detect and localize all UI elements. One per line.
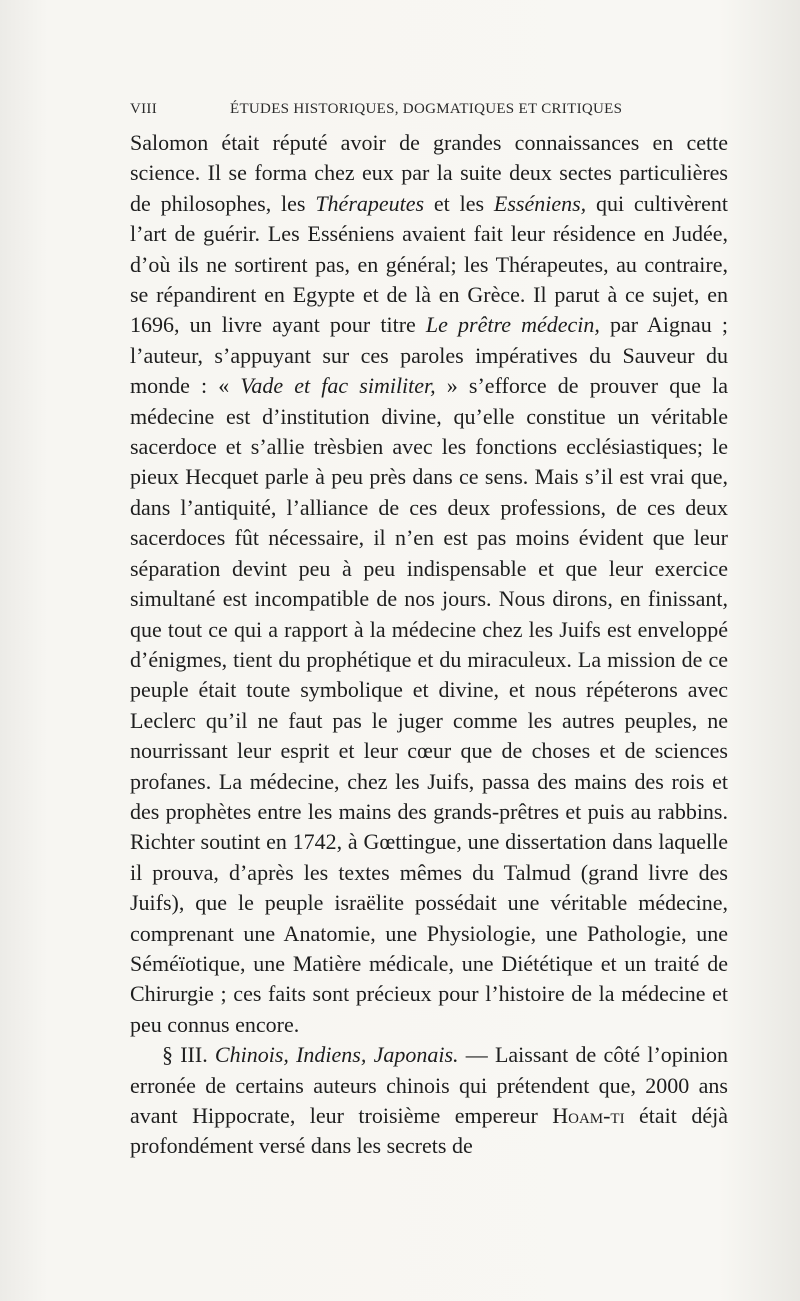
text-run: Salomon était réputé avoir de grandes connaissances en cette science. Il se forma chez eux par la suite deux sectes particulières de philosophes, les	[130, 130, 728, 216]
text-run: et les	[424, 190, 494, 216]
italic-book-title: Le prêtre médecin,	[425, 312, 600, 338]
section-heading: Chinois, Indiens, Japonais.	[214, 1042, 459, 1068]
italic-term: Esséniens,	[493, 190, 587, 216]
paragraph-hebrews	[130, 128, 728, 1040]
text-run: était déjà profondément versé dans les secrets de	[130, 1103, 728, 1159]
running-title: ÉTUDES HISTORIQUES, DOGMATIQUES ET CRITIQUES	[230, 101, 623, 117]
text-run: — Laissant de côté l’opinion erronée de certains auteurs chinois qui prétendent que, 2000 ans avant Hippocrate, leur troisième empereur	[130, 1042, 729, 1128]
italic-term: Thérapeutes	[315, 190, 425, 216]
small-caps-name: Hoam-ti	[552, 1103, 625, 1128]
page-number: VIII	[130, 101, 158, 117]
text-run: par Aignau ; l’auteur, s’appuyant sur ces paroles impératives du Sauveur du monde : «	[130, 312, 728, 399]
section-marker: § III.	[162, 1042, 215, 1068]
body-text	[130, 128, 728, 1162]
text-run: qui cultivèrent l’art de guérir. Les Esséniens avaient fait leur résidence en Judée, d’où ils ne sortirent pas, en général; les Thérapeutes, au contraire, se répandirent en Egypte et de là en Grèce. Il parut à ce sujet, en 1696, un livre ayant pour titre	[130, 190, 728, 338]
italic-quote: Vade et fac similiter,	[240, 373, 436, 399]
paragraph-section-iii	[130, 1040, 728, 1162]
text-run: » s’efforce de prouver que la médecine est d’institution divine, qu’elle constitue un véritable sacerdoce et s’allie trèsbien avec les fonctions ecclésiastiques; le pieux Hecquet parle à peu près dans ce sens. Mais s’il est vrai que, dans l’antiquité, l’alliance de ces deux professions, de ces deux sacerdoces fût nécessaire, il n’en est pas moins évident que leur séparation devint peu à peu indispensable et que leur exercice simultané est incompatible de nos jours. Nous dirons, en finissant, que tout ce qui a rapport à la médecine chez les Juifs est enveloppé d’énigmes, tient du prophétique et du miraculeux. La mission de ce peuple était toute symbolique et divine, et nous répéterons avec Leclerc qu’il ne faut pas le juger comme les autres peuples, ne nourrissant leur esprit et leur cœur que de choses et de sciences profanes. La médecine, chez les Juifs, passa des mains des rois et des prophètes entre les mains des grands-prêtres et puis au rabbins. Richter soutint en 1742, à Gœttingue, une dissertation dans laquelle il prouva, d’après les textes mêmes du Talmud (grand livre des Juifs), que le peuple israëlite possédait une véritable médecine, comprenant une Anatomie, une Physiologie, une Pathologie, une Séméïotique, une Matière médicale, une Diététique et un traité de Chirurgie ; ces faits sont précieux pour l’histoire de la médecine et peu connus encore.	[130, 373, 729, 1037]
